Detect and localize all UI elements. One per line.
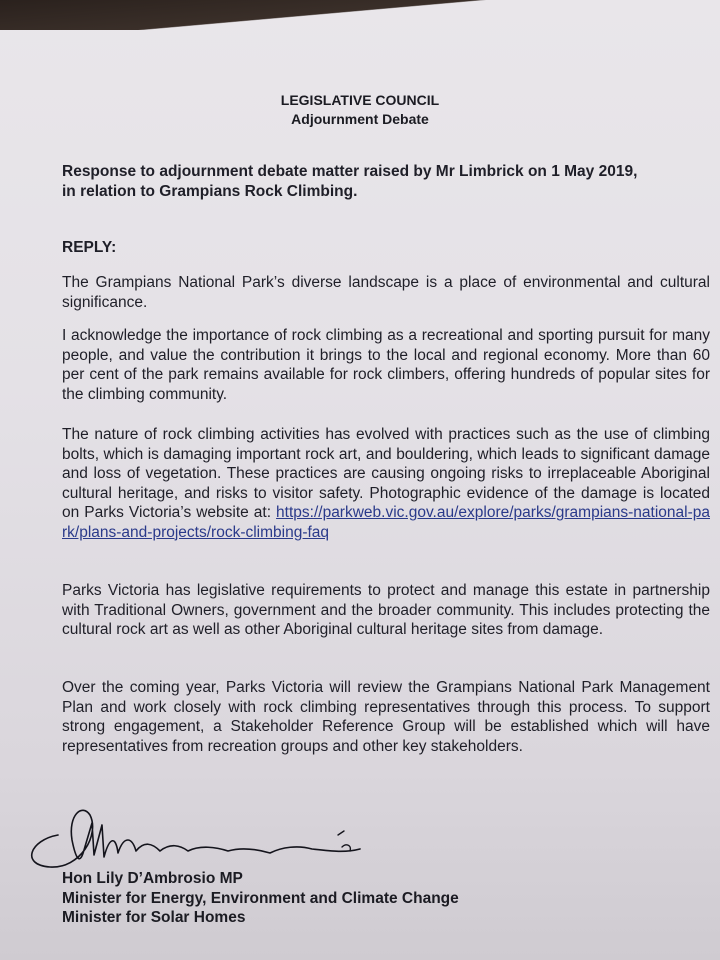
paragraph-5: Over the coming year, Parks Victoria will review the Grampians National Park Management Plan and work closely with rock climbing representatives through this process. To support strong engagement, a Stakeholder Reference Group will be established which will have representatives from recreation groups and other key stakeholders. bbox=[62, 679, 710, 755]
signatory-name: Hon Lily D’Ambrosio MP bbox=[62, 870, 243, 887]
rock-climbing-faq-link[interactable]: https://parkweb.vic.gov.au/explore/parks/grampians-national-park/plans-and-projects/rock-climbing-faq bbox=[62, 504, 710, 541]
response-heading bbox=[62, 162, 710, 201]
reply-label: REPLY: bbox=[62, 239, 117, 256]
signatory-title-1: Minister for Energy, Environment and Climate Change bbox=[62, 889, 459, 907]
paragraph-2: I acknowledge the importance of rock climbing as a recreational and sporting pursuit for many people, and value the contribution it brings to the local and regional economy. More than 60 per cent of the park remains available for rock climbers, offering hundreds of popular sites for the climbing community. bbox=[62, 327, 710, 403]
signatory-title-2: Minister for Solar Homes bbox=[62, 909, 246, 926]
paragraph-3-text: The nature of rock climbing activities has evolved with practices such as the use of climbing bolts, which is damaging important rock art, and bouldering, which leads to significant damage and loss of vegetation. These practices are causing ongoing risks to irreplaceable Aboriginal cultural heritage, and risks to visitor safety. Photographic evidence of the damage is located on Parks Victoria’s website at: bbox=[62, 426, 710, 521]
signatory-block bbox=[62, 869, 662, 928]
paragraph-1: The Grampians National Park’s diverse landscape is a place of environmental and cultural significance. bbox=[62, 274, 710, 311]
paragraph-3 bbox=[62, 425, 710, 542]
background-edge bbox=[0, 0, 720, 30]
header-title: LEGISLATIVE COUNCIL bbox=[280, 92, 440, 108]
header-subtitle: Adjournment Debate bbox=[291, 111, 429, 127]
paragraph-4: Parks Victoria has legislative requirements to protect and manage this estate in partnership with Traditional Owners, government and the broader community. This includes protecting the cultural rock art as well as other Aboriginal cultural heritage sites from damage. bbox=[62, 582, 710, 638]
response-line-2: in relation to Grampians Rock Climbing. bbox=[62, 182, 358, 200]
signature bbox=[20, 795, 380, 875]
document-header bbox=[0, 91, 720, 129]
response-line-1: Response to adjournment debate matter raised by Mr Limbrick on 1 May 2019, bbox=[62, 163, 638, 180]
